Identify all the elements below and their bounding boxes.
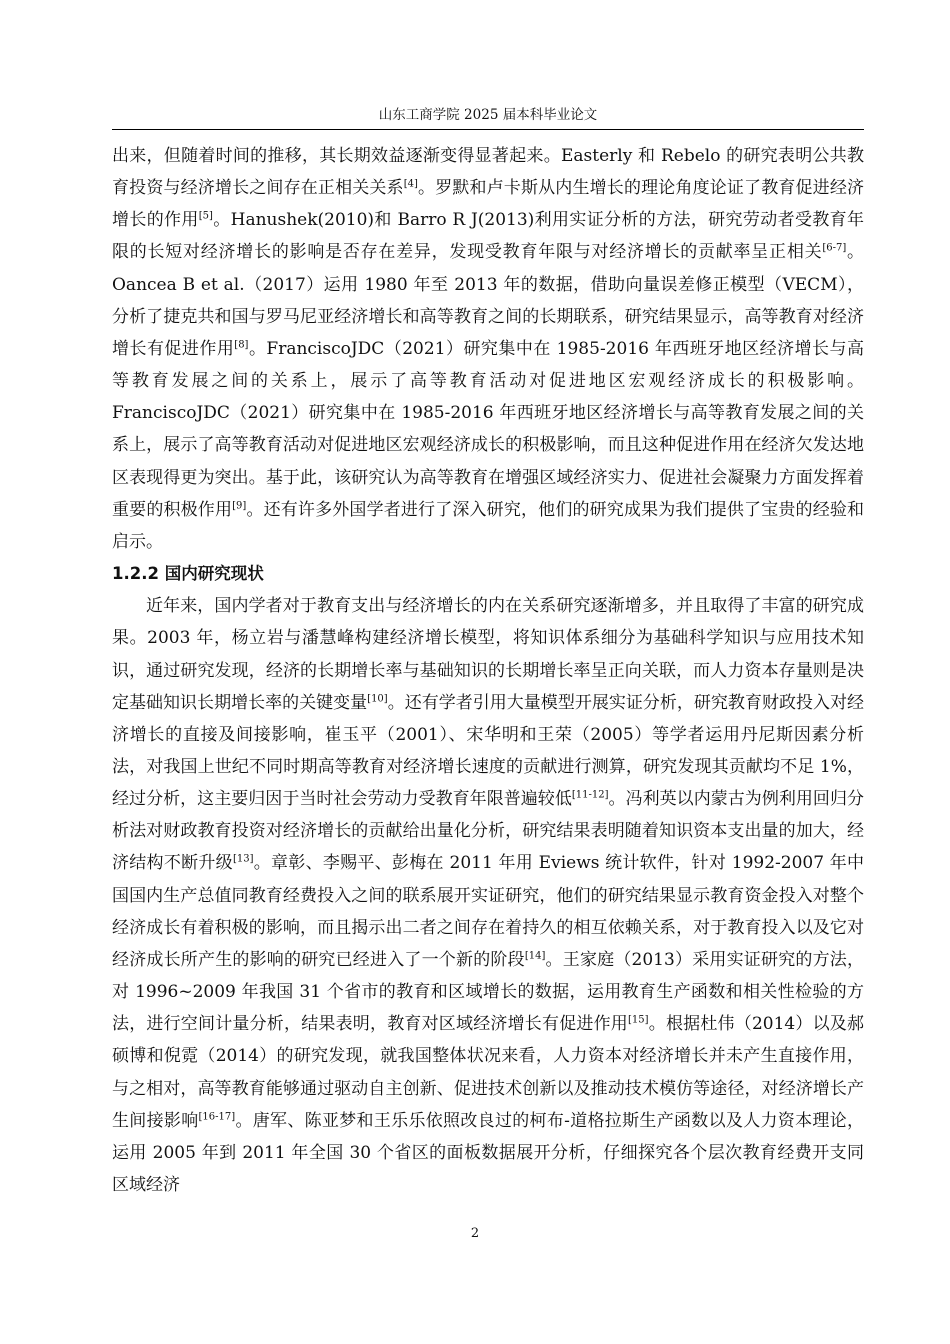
paragraph-foreign-research	[112, 140, 864, 558]
text-span: 近年来，国内学者对于教育支出与经济增长的内在关系研究逐渐增多，并且取得了丰富的研究成果。2003 年，杨立岩与潘慧峰构建经济增长模型，将知识体系细分为基础科学知识与应用技术知识，通过研究发现，经济的长期增长率与基础知识的长期增长率呈正向关联，而人力资本存量则是决定基础知识长期增长率的关键变量	[112, 596, 864, 713]
page-number: 2	[470, 1226, 480, 1241]
citation: [13]	[232, 853, 254, 865]
running-header: 山东工商学院 2025 届本科毕业论文	[112, 103, 864, 130]
text-span: 。根据杜伟（2014）以及郝硕博和倪霓（2014）的研究发现，就我国整体状况来看，人力资本对经济增长并未产生直接作用，与之相对，高等教育能够通过驱动自主创新、促进技术创新以及推动技术模仿等途径，对经济增长产生间接影响	[112, 1014, 865, 1131]
text-span: 。还有学者引用大量模型开展实证分析，研究教育财政投入对经济增长的直接及间接影响，崔玉平（2001）、宋华明和王荣（2005）等学者运用丹尼斯因素分析法，对我国上世纪不同时期高等教育对经济增长速度的贡献进行测算，研究发现其贡献均不足 1%，经过分析，这主要归因于当时社会劳动力受教育年限普遍较低	[112, 692, 865, 810]
text-span: 。FranciscoJDC（2021）研究集中在 1985-2016 年西班牙地区经济增长与高等教育发展之间的关系上，展示了高等教育活动对促进地区宏观经济成长的积极影响。FranciscoJDC（2021）研究集中在 1985-2016 年西班牙地区经济增长与高等教育发展之间的关系上，展示了高等教育活动对促进地区宏观经济成长的积极影响，而且这种促进作用在经济欠发达地区表现得更为突出。基于此，该研究认为高等教育在增强区域经济实力、促进社会凝聚力方面发挥着重要的积极作用	[112, 338, 864, 520]
text-span: 。冯利英以内蒙古为例利用回归分析法对财政教育投资对经济增长的贡献给出量化分析，研究结果表明随着知识资本支出量的加大，经济结构不断升级	[112, 789, 865, 874]
paragraph-domestic-research	[112, 590, 864, 1201]
citation: [16-17]	[198, 1111, 236, 1123]
citation: [10]	[367, 693, 388, 704]
citation: [8]	[234, 339, 249, 351]
citation: [5]	[198, 210, 213, 222]
citation: [9]	[232, 500, 247, 512]
text-span: 。还有许多外国学者进行了深入研究，他们的研究成果为我们提供了宝贵的经验和启示。	[112, 499, 865, 552]
section-heading: 1.2.2 国内研究现状	[112, 564, 264, 584]
text-span: 。唐军、陈亚梦和王乐乐依照改良过的柯布-道格拉斯生产函数以及人力资本理论，运用 2005 年到 2011 年全国 30 个省区的面板数据展开分析，仔细探究各个层次教育经费开支同区域经济	[112, 1110, 865, 1195]
citation: [11-12]	[571, 789, 609, 801]
citation: [4]	[403, 178, 418, 190]
text-span: 出来，但随着时间的推移，其长期效益逐渐变得显著起来。Easterly 和 Rebelo 的研究表明公共教育投资与经济增长之间存在正相关关系	[112, 146, 864, 199]
text-span: 。章彰、李赐平、彭梅在 2011 年用 Eviews 统计软件，针对 1992-2007 年中国国内生产总值同教育经费投入之间的联系展开实证研究，他们的研究结果显示教育资金投入对整个经济成长有着积极的影响，而且揭示出二者之间存在着持久的相互依赖关系，对于教育投入以及它对经济成长所产生的影响的研究已经进入了一个新的阶段	[112, 853, 865, 970]
citation: [15]	[628, 1014, 649, 1026]
text-span: 。王家庭（2013）采用实证研究的方法，对 1996~2009 年我国 31 个省市的教育和区域增长的数据，运用教育生产函数和相关性检验的方法，进行空间计量分析，结果表明，教育对区域经济增长有促进作用	[112, 949, 865, 1035]
text-span: 。Oancea B et al.（2017）运用 1980 年至 2013 年的数据，借助向量误差修正模型（VECM），分析了捷克共和国与罗马尼亚经济增长和高等教育之间的长期联系，研究结果显示，高等教育对经济增长有促进作用	[112, 242, 865, 359]
citation: [6-7]	[822, 242, 847, 254]
text-span: 。Hanushek(2010)和 Barro R J(2013)利用实证分析的方法，研究劳动者受教育年限的长短对经济增长的影响是否存在差异，发现受教育年限与对经济增长的贡献率呈正相关	[112, 210, 865, 263]
citation: [14]	[524, 950, 546, 962]
text-span: 。罗默和卢卡斯从内生增长的理论角度论证了教育促进经济增长的作用	[112, 178, 865, 231]
page-body	[112, 140, 864, 1201]
